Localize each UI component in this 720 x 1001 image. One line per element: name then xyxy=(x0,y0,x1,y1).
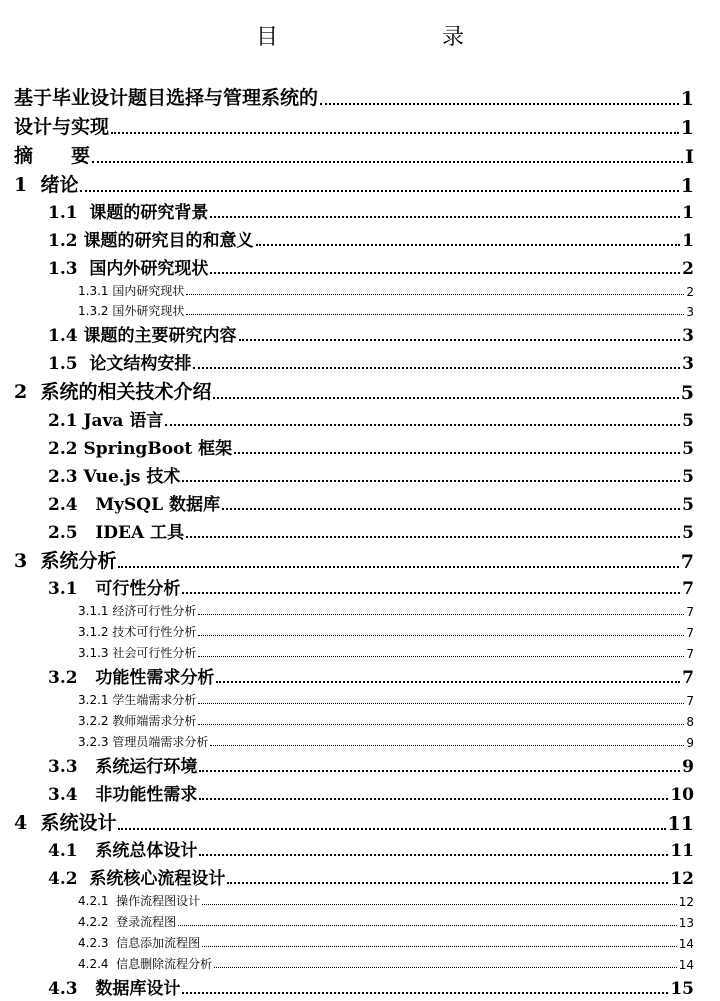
toc-entry xyxy=(48,865,694,889)
toc-entry-page-number: 3 xyxy=(682,326,694,346)
dot-leader xyxy=(256,244,681,246)
dot-leader xyxy=(210,745,684,746)
toc-entry-label: 4 系统设计 xyxy=(14,812,117,834)
toc-entry-label: 1.3.2 国外研究现状 xyxy=(78,304,185,318)
toc-entry-page-number: 9 xyxy=(682,757,694,777)
toc-entry xyxy=(78,301,694,319)
dot-leader xyxy=(198,703,684,704)
toc-entry xyxy=(14,171,694,197)
toc-entry-label: 2.3 Vue.js 技术 xyxy=(48,467,181,487)
toc-entry-page-number: 14 xyxy=(678,937,694,951)
toc-entry xyxy=(48,664,694,688)
toc-entry-page-number: 7 xyxy=(686,647,694,661)
dot-leader xyxy=(193,367,680,369)
toc-entry-page-number: 5 xyxy=(682,467,694,487)
toc-entry xyxy=(78,912,694,930)
toc-entry xyxy=(78,601,694,619)
toc-entry-label: 3.2 功能性需求分析 xyxy=(48,668,215,688)
toc-entry xyxy=(48,350,694,374)
dot-leader xyxy=(186,294,684,295)
dot-leader xyxy=(222,508,680,510)
dot-leader xyxy=(199,798,668,800)
toc-entry-page-number: 12 xyxy=(678,895,694,909)
toc-entry-page-number: 7 xyxy=(686,605,694,619)
toc-entry xyxy=(78,954,694,972)
toc-entry xyxy=(78,732,694,750)
toc-entry-page-number: 11 xyxy=(667,813,694,835)
toc-entry xyxy=(78,933,694,951)
toc-entry-label: 4.2.2 登录流程图 xyxy=(78,915,177,929)
toc-entry-page-number: 2 xyxy=(682,259,694,279)
toc-entry-label: 1.3.1 国内研究现状 xyxy=(78,284,185,298)
toc-entry-page-number: 9 xyxy=(686,736,694,750)
toc-entry xyxy=(14,142,694,168)
toc-entry-label: 设计与实现 xyxy=(14,116,110,138)
toc-entry xyxy=(48,575,694,599)
toc-entry xyxy=(48,407,694,431)
dot-leader xyxy=(186,536,680,538)
dot-leader xyxy=(199,854,668,856)
dot-leader xyxy=(227,882,668,884)
toc-entry xyxy=(78,622,694,640)
toc-entry-label: 2 系统的相关技术介绍 xyxy=(14,381,212,403)
toc-entry-page-number: 12 xyxy=(670,869,694,889)
dot-leader xyxy=(165,424,680,426)
dot-leader xyxy=(186,314,684,315)
toc-entry-label: 3.2.3 管理员端需求分析 xyxy=(78,735,209,749)
dot-leader xyxy=(178,925,677,926)
toc-entry-label: 3 系统分析 xyxy=(14,550,117,572)
dot-leader xyxy=(198,724,684,725)
toc-entry xyxy=(78,711,694,729)
toc-entry-label: 1.1 课题的研究背景 xyxy=(48,203,209,223)
toc-entry-label: 2.4 MySQL 数据库 xyxy=(48,495,220,515)
toc-entry-label: 4.2 系统核心流程设计 xyxy=(48,869,226,889)
toc-entry xyxy=(48,753,694,777)
toc-entry-label: 1.4 课题的主要研究内容 xyxy=(48,326,237,346)
dot-leader xyxy=(210,272,680,274)
toc-entry xyxy=(48,435,694,459)
dot-leader xyxy=(214,967,677,968)
dot-leader xyxy=(198,635,684,636)
toc-entry xyxy=(78,643,694,661)
toc-entry-label: 1.3 国内外研究现状 xyxy=(48,259,209,279)
toc-title: 目 录 xyxy=(255,25,504,50)
toc-entry-page-number: 1 xyxy=(680,88,694,110)
toc-entry-page-number: I xyxy=(685,146,694,168)
toc-entry-page-number: 14 xyxy=(678,958,694,972)
toc-entry xyxy=(14,378,694,404)
toc-entry-page-number: 5 xyxy=(680,382,694,404)
dot-leader xyxy=(182,480,680,482)
toc-entry xyxy=(78,891,694,909)
toc-entry-label: 4.2.3 信息添加流程图 xyxy=(78,936,201,950)
dot-leader xyxy=(198,614,684,615)
toc-entry xyxy=(48,519,694,543)
dot-leader xyxy=(118,566,678,568)
toc-entry-page-number: 3 xyxy=(686,305,694,319)
toc-entry-page-number: 8 xyxy=(686,715,694,729)
toc-entry-label: 1 绪论 xyxy=(14,174,79,196)
dot-leader xyxy=(239,339,681,341)
toc-entry-page-number: 7 xyxy=(680,551,694,573)
toc-entry-label: 4.1 系统总体设计 xyxy=(48,841,198,861)
toc-entry xyxy=(48,322,694,346)
toc-entry-label: 基于毕业设计题目选择与管理系统的 xyxy=(14,87,319,109)
toc-entry-label: 3.1 可行性分析 xyxy=(48,579,181,599)
dot-leader xyxy=(111,132,679,134)
toc-entry-label: 3.3 系统运行环境 xyxy=(48,757,198,777)
toc-entry-label: 4.2.1 操作流程图设计 xyxy=(78,894,201,908)
toc-entry-page-number: 7 xyxy=(686,626,694,640)
toc-entry xyxy=(48,255,694,279)
toc-entry xyxy=(48,227,694,251)
toc-entry-label: 2.1 Java 语言 xyxy=(48,411,164,431)
dot-leader xyxy=(213,397,678,399)
toc-entry-page-number: 13 xyxy=(678,916,694,930)
toc-entry-page-number: 10 xyxy=(670,785,694,805)
toc-entry-label: 3.4 非功能性需求 xyxy=(48,785,198,805)
dot-leader xyxy=(80,190,678,192)
toc-entry-label: 3.1.2 技术可行性分析 xyxy=(78,625,197,639)
dot-leader xyxy=(202,904,677,905)
toc-entry-page-number: 7 xyxy=(686,694,694,708)
toc-entry-page-number: 5 xyxy=(682,523,694,543)
toc-entry-page-number: 11 xyxy=(670,841,694,861)
dot-leader xyxy=(210,216,680,218)
toc-entry-page-number: 1 xyxy=(680,117,694,139)
dot-leader xyxy=(216,681,680,683)
toc-entry-label: 4.2.4 信息删除流程分析 xyxy=(78,957,213,971)
toc-entry xyxy=(48,491,694,515)
dot-leader xyxy=(92,161,683,163)
toc-entry-label: 3.2.2 教师端需求分析 xyxy=(78,714,197,728)
toc-entry-page-number: 15 xyxy=(670,979,694,999)
toc-entry xyxy=(48,781,694,805)
toc-entry-label: 3.1.1 经济可行性分析 xyxy=(78,604,197,618)
toc-entry-page-number: 3 xyxy=(682,354,694,374)
toc-entry xyxy=(14,809,694,835)
dot-leader xyxy=(320,103,679,105)
toc-entry-label: 3.2.1 学生端需求分析 xyxy=(78,693,197,707)
toc-entry-page-number: 5 xyxy=(682,411,694,431)
toc-entry-label: 2.2 SpringBoot 框架 xyxy=(48,439,233,459)
toc-entry xyxy=(14,547,694,573)
toc-entry xyxy=(14,113,694,139)
toc-entry-page-number: 5 xyxy=(682,495,694,515)
toc-entry-page-number: 2 xyxy=(686,285,694,299)
toc-entry-label: 摘 要 xyxy=(14,145,91,167)
toc-entry-page-number: 1 xyxy=(680,175,694,197)
dot-leader xyxy=(118,828,665,830)
dot-leader xyxy=(182,592,680,594)
toc-entry-label: 1.2 课题的研究目的和意义 xyxy=(48,231,254,251)
toc-entry-label: 2.5 IDEA 工具 xyxy=(48,523,185,543)
toc-entry xyxy=(48,975,694,999)
toc-entry-label: 3.1.3 社会可行性分析 xyxy=(78,646,197,660)
toc-entry-page-number: 7 xyxy=(682,668,694,688)
dot-leader xyxy=(199,770,680,772)
toc-entry xyxy=(48,837,694,861)
toc-entry-page-number: 1 xyxy=(682,203,694,223)
toc-entry-label: 4.3 数据库设计 xyxy=(48,979,181,999)
dot-leader xyxy=(202,946,677,947)
toc-entry-page-number: 1 xyxy=(682,231,694,251)
toc-entry xyxy=(48,199,694,223)
dot-leader xyxy=(198,656,684,657)
dot-leader xyxy=(182,992,668,994)
toc-entry-label: 1.5 论文结构安排 xyxy=(48,354,192,374)
toc-entry xyxy=(78,281,694,299)
toc-entry xyxy=(14,84,694,110)
toc-entry-page-number: 7 xyxy=(682,579,694,599)
dot-leader xyxy=(234,452,680,454)
toc-entry xyxy=(78,690,694,708)
toc-entry xyxy=(48,463,694,487)
toc-entry-page-number: 5 xyxy=(682,439,694,459)
